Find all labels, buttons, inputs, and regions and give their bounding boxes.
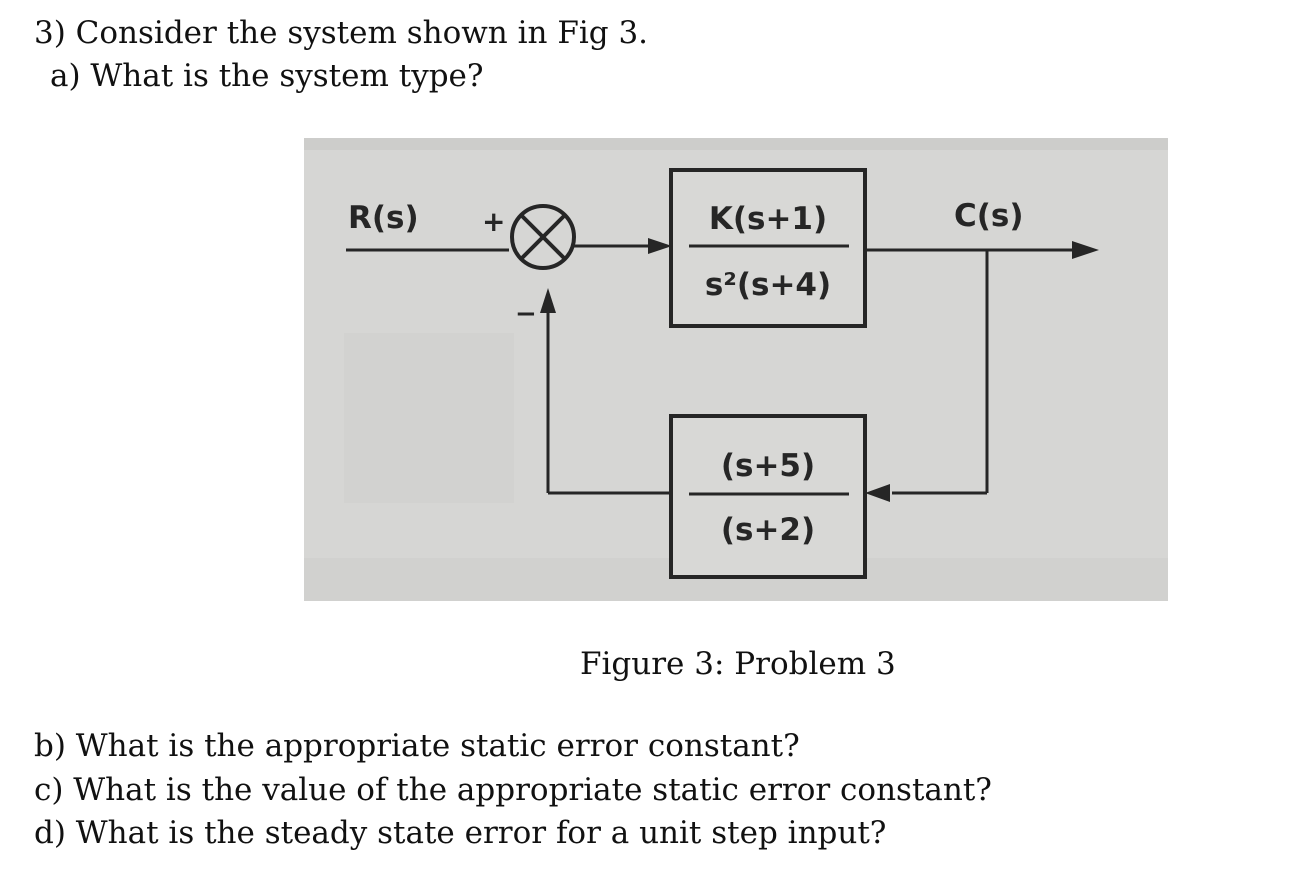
figure-caption: Figure 3: Problem 3 <box>580 646 896 682</box>
output-label: C(s) <box>954 198 1024 234</box>
forward-numerator: K(s+1) <box>708 201 828 237</box>
background-shading <box>304 138 1168 150</box>
feedback-denominator: (s+2) <box>720 512 816 548</box>
plus-sign: + <box>482 205 506 238</box>
question-c: c) What is the value of the appropriate static error constant? <box>34 772 992 808</box>
block-diagram-figure <box>304 138 1168 601</box>
background-shading <box>344 333 514 503</box>
question-b: b) What is the appropriate static error constant? <box>34 728 800 764</box>
forward-denominator: s²(s+4) <box>704 267 832 303</box>
question-intro: 3) Consider the system shown in Fig 3. <box>34 15 649 51</box>
question-a: a) What is the system type? <box>50 58 484 94</box>
minus-sign: − <box>515 299 537 329</box>
question-d: d) What is the steady state error for a unit step input? <box>34 815 887 851</box>
feedback-transfer-block <box>671 416 865 577</box>
feedback-numerator: (s+5) <box>720 448 816 484</box>
input-label: R(s) <box>348 200 419 236</box>
block-diagram <box>304 138 1168 601</box>
